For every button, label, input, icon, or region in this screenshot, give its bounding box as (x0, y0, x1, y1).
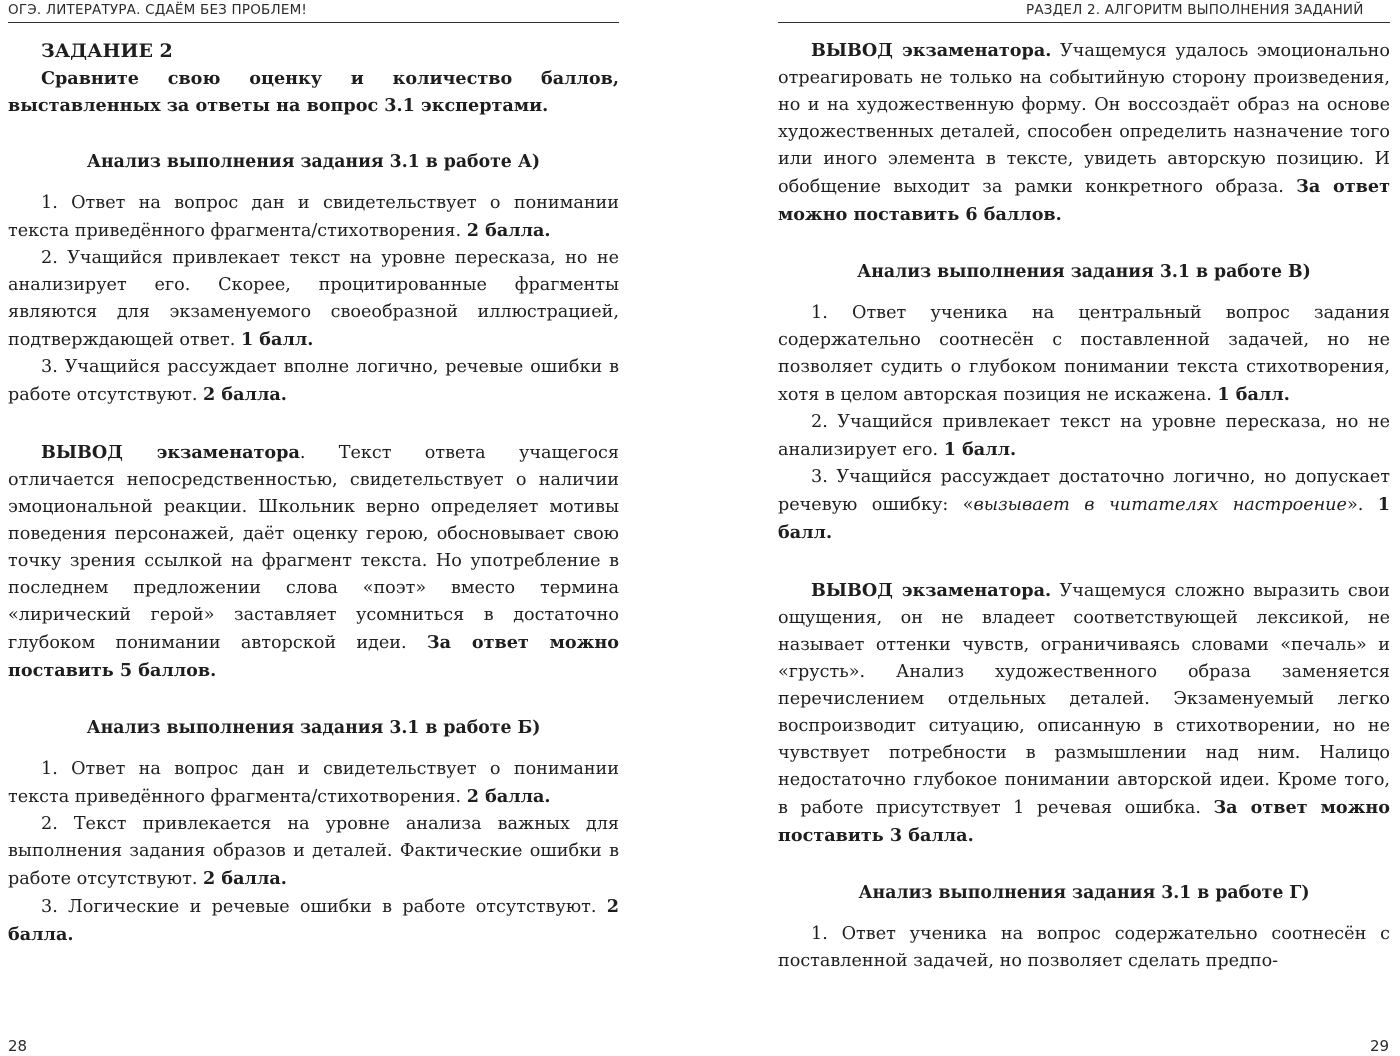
conclusion-label: ВЫВОД экзаменатора. (811, 580, 1052, 601)
score: 2 балла. (203, 868, 287, 889)
running-head-left: ОГЭ. ЛИТЕРАТУРА. СДАЁМ БЕЗ ПРОБЛЕМ! (8, 2, 308, 18)
score: 2 балла. (466, 786, 551, 807)
work-v-item-3: 3. Учащийся рассуждает достаточно логично, но допускает речевую ошибку: «вызывает в читателях настроение». 1 балл. (778, 467, 1390, 543)
right-page-content (778, 37, 1390, 975)
left-page (0, 0, 640, 1056)
score: 2 балла. (466, 220, 551, 241)
work-b-item-3: 3. Логические и речевые ошибки в работе отсутствуют. 2 балла. (8, 896, 619, 945)
work-b-heading: Анализ выполнения задания 3.1 в работе Б) (86, 718, 541, 738)
task-description: Сравните свою оценку и количество баллов, выставленных за ответы на вопрос 3.1 экспертами. (8, 68, 619, 116)
page-number-left: 28 (8, 1037, 28, 1055)
header-rule-right (778, 22, 1390, 23)
running-head-right: РАЗДЕЛ 2. АЛГОРИТМ ВЫПОЛНЕНИЯ ЗАДАНИЙ (1026, 2, 1364, 18)
work-a-conclusion: ВЫВОД экзаменатора. Текст ответа учащегося отличается непосредственностью, свидетельствует о наличии эмоциональной реакции. Школьник верно определяет мотивы поведения персонажей, даёт оценку герою, обосновывает свою точку зрения ссылкой на фрагмент текста. Но употребление в последнем предложении слова «поэт» вместо термина «лирический герой» заставляет усомниться в достаточно глубоком понимании авторской идеи. За ответ можно поставить 5 баллов. (8, 442, 619, 681)
work-a-heading: Анализ выполнения задания 3.1 в работе А) (86, 152, 541, 172)
work-a-item-3: 3. Учащийся рассуждает вполне логично, речевые ошибки в работе отсутствуют. 2 балла. (8, 357, 619, 405)
conclusion-label: ВЫВОД экзаменатора. (811, 40, 1052, 61)
score: 1 балл. (1217, 384, 1290, 405)
header-rule-left (8, 22, 619, 23)
page-number-right: 29 (1370, 1037, 1390, 1055)
work-g-item-1: 1. Ответ ученика на вопрос содержательно соотнесён с поставленной задачей, но позволяет сделать предпо- (778, 924, 1390, 971)
conclusion-score: За ответ можно поставить 5 баллов. (8, 632, 619, 681)
work-v-conclusion: ВЫВОД экзаменатора. Учащемуся сложно выразить свои ощущения, он не владеет соответствующей лексикой, не называет оттенки чувств, ограничиваясь словами «печаль» и «грусть». Анализ художественного образа заменяется перечислением отдельных деталей. Экзаменуемый легко воспроизводит ситуацию, описанную в стихотворении, но не чувствует потребности в размышлении над ним. Налицо недостаточно глубокое понимании авторской идеи. Кроме того, в работе присутствует 1 речевая ошибка. За ответ можно поставить 3 балла. (778, 580, 1390, 846)
work-a-item-2: 2. Учащийся привлекает текст на уровне пересказа, но не анализирует его. Скорее, процитированные фрагменты являются для экзаменуемого своеобразной иллюстрацией, подтверждающей ответ. 1 балл. (8, 248, 619, 350)
conclusion-score: За ответ можно поставить 6 баллов. (778, 176, 1391, 225)
work-b-item-1: 1. Ответ на вопрос дан и свидетельствует о понимании текста приведённого фрагмента/стихотворения. 2 балла. (8, 759, 619, 807)
work-v-item-1: 1. Ответ ученика на центральный вопрос задания содержательно соотнесён с поставленной задачей, но не позволяет судить о глубоком понимании текста стихотворения, хотя в целом авторская позиция не искажена. 1 балл. (778, 303, 1390, 405)
work-v-item-2: 2. Учащийся привлекает текст на уровне пересказа, но не анализирует его. 1 балл. (778, 412, 1390, 460)
work-b-conclusion: ВЫВОД экзаменатора. Учащемуся удалось эмоционально отреагировать не только на событийную сторону произведения, но и на художественную форму. Он воссоздаёт образ на основе художественных деталей, способен определить назначение того или иного элемента в тексте, увидеть авторскую позицию. И обобщение выходит за рамки конкретного образа. За ответ можно поставить 6 баллов. (778, 40, 1391, 225)
score: 1 балл. (778, 494, 1390, 543)
conclusion-score: За ответ можно поставить 3 балла. (778, 797, 1390, 846)
work-b-item-2: 2. Текст привлекается на уровне анализа важных для выполнения задания образов и деталей. Фактические ошибки в работе отсутствуют. 2 балла. (8, 814, 619, 889)
work-v-heading: Анализ выполнения задания 3.1 в работе В) (857, 262, 1311, 282)
score: 1 балл. (943, 439, 1017, 460)
conclusion-label: ВЫВОД экзаменатора (41, 442, 300, 463)
right-page (760, 0, 1400, 1056)
error-quote: вызывает в читателях настроение (973, 495, 1347, 515)
work-a-item-1: 1. Ответ на вопрос дан и свидетельствует о понимании текста приведённого фрагмента/стихотворения. 2 балла. (8, 193, 619, 241)
task-title: ЗАДАНИЕ 2 (41, 40, 173, 62)
left-page-content (8, 37, 619, 949)
score: 1 балл. (240, 329, 314, 350)
work-g-heading: Анализ выполнения задания 3.1 в работе Г) (858, 883, 1310, 903)
score: 2 балла. (8, 896, 619, 945)
score: 2 балла. (203, 384, 287, 405)
